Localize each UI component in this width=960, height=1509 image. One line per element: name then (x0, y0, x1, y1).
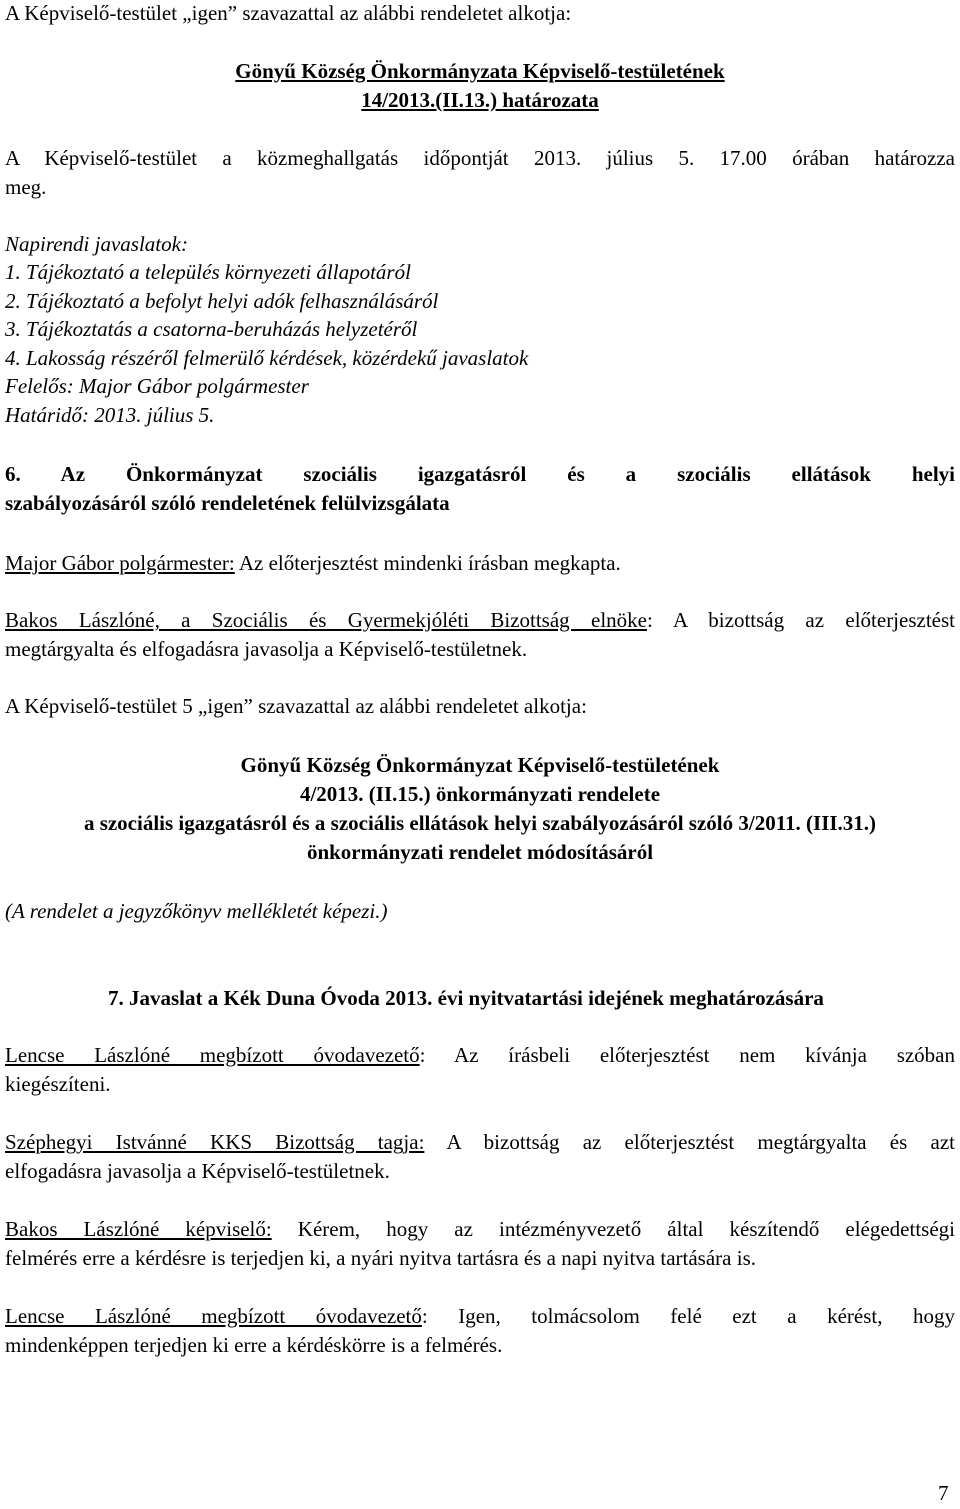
deadline-line: Határidő: 2013. július 5. (5, 403, 215, 427)
page-number: 7 (938, 1481, 949, 1505)
item7-paragraph3-line1 (5, 1216, 955, 1242)
speaker-name: Bakos Lászlóné képviselő: (5, 1217, 272, 1241)
statement-text: Az előterjesztést mindenki írásban megkapta. (234, 551, 621, 575)
annex-note: (A rendelet a jegyzőkönyv mellékletét képezi.) (5, 899, 388, 923)
statement-text: A bizottság az előterjesztést megtárgyalta és azt (424, 1130, 955, 1154)
resolution-heading-line1: Gönyű Község Önkormányzata Képviselő-testületének (235, 59, 725, 83)
agenda-item: 3. Tájékoztatás a csatorna-beruházás helyzetéről (5, 317, 418, 341)
item6-paragraph1 (5, 550, 621, 576)
agenda-item: 2. Tájékoztató a befolyt helyi adók felhasználásáról (5, 289, 439, 313)
statement-text: Kérem, hogy az intézményvezető által készítendő elégedettségi (271, 1217, 955, 1241)
statement-text: : Az írásbeli előterjesztést nem kívánja szóban (419, 1043, 956, 1067)
regulation-heading-line1: Gönyű Község Önkormányzat Képviselő-testületének (240, 753, 720, 777)
item7-paragraph1-line1 (5, 1042, 955, 1068)
item7-paragraph4-line2: mindenképpen terjedjen ki erre a kérdéskörre is a felmérés. (5, 1333, 503, 1357)
agenda-item: 1. Tájékoztató a település környezeti állapotáról (5, 260, 411, 284)
item7-paragraph1-line2: kiegészíteni. (5, 1072, 111, 1096)
regulation-heading-line4: önkormányzati rendelet módosításáról (306, 840, 654, 864)
decision-line1: A Képviselő-testület a közmeghallgatás időpontját 2013. július 5. 17.00 órában határozza (5, 146, 955, 170)
item6-title-line2: szabályozásáról szóló rendeletének felülvizsgálata (5, 491, 450, 515)
item7-paragraph2-line2: elfogadásra javasolja a Képviselő-testületnek. (5, 1159, 390, 1183)
agenda-title: Napirendi javaslatok: (5, 232, 188, 256)
vote-line: A Képviselő-testület 5 „igen” szavazattal az alábbi rendeletet alkotja: (5, 694, 587, 718)
statement-text: : A bizottság az előterjesztést (646, 608, 955, 632)
item6-paragraph2-line1 (5, 607, 955, 633)
speaker-name: Lencse Lászlóné megbízott óvodavezető (5, 1304, 422, 1328)
speaker-name: Széphegyi Istvánné KKS Bizottság tagja: (5, 1130, 425, 1154)
intro-line: A Képviselő-testület „igen” szavazattal az alábbi rendeletet alkotja: (5, 1, 572, 25)
resolution-heading-line2: 14/2013.(II.13.) határozata (361, 88, 599, 112)
speaker-name: Lencse Lászlóné megbízott óvodavezető (5, 1043, 420, 1067)
item6-title-line1: 6. Az Önkormányzat szociális igazgatásról és a szociális ellátások helyi (5, 462, 955, 486)
speaker-name: Bakos Lászlóné, a Szociális és Gyermekjóléti Bizottság elnöke (5, 608, 647, 632)
regulation-heading-line2: 4/2013. (II.15.) önkormányzati rendelete (299, 782, 661, 806)
item7-paragraph3-line2: felmérés erre a kérdésre is terjedjen ki, a nyári nyitva tartásra és a napi nyitva tartására is. (5, 1246, 756, 1270)
speaker-name: Major Gábor polgármester: (5, 551, 235, 575)
statement-text: : Igen, tolmácsolom felé ezt a kérést, hogy (421, 1304, 955, 1328)
responsible-line: Felelős: Major Gábor polgármester (5, 374, 309, 398)
item7-paragraph4-line1 (5, 1303, 955, 1329)
regulation-heading-line3: a szociális igazgatásról és a szociális ellátások helyi szabályozásáról szóló 3/2011. (III.31.) (83, 811, 877, 835)
agenda-item: 4. Lakosság részéről felmerülő kérdések, közérdekű javaslatok (5, 346, 529, 370)
item6-paragraph2-line2: megtárgyalta és elfogadásra javasolja a Képviselő-testületnek. (5, 637, 528, 661)
decision-line2: meg. (5, 175, 47, 199)
item7-paragraph2-line1 (5, 1129, 955, 1155)
item7-title: 7. Javaslat a Kék Duna Óvoda 2013. évi nyitvatartási idejének meghatározására (108, 986, 824, 1010)
